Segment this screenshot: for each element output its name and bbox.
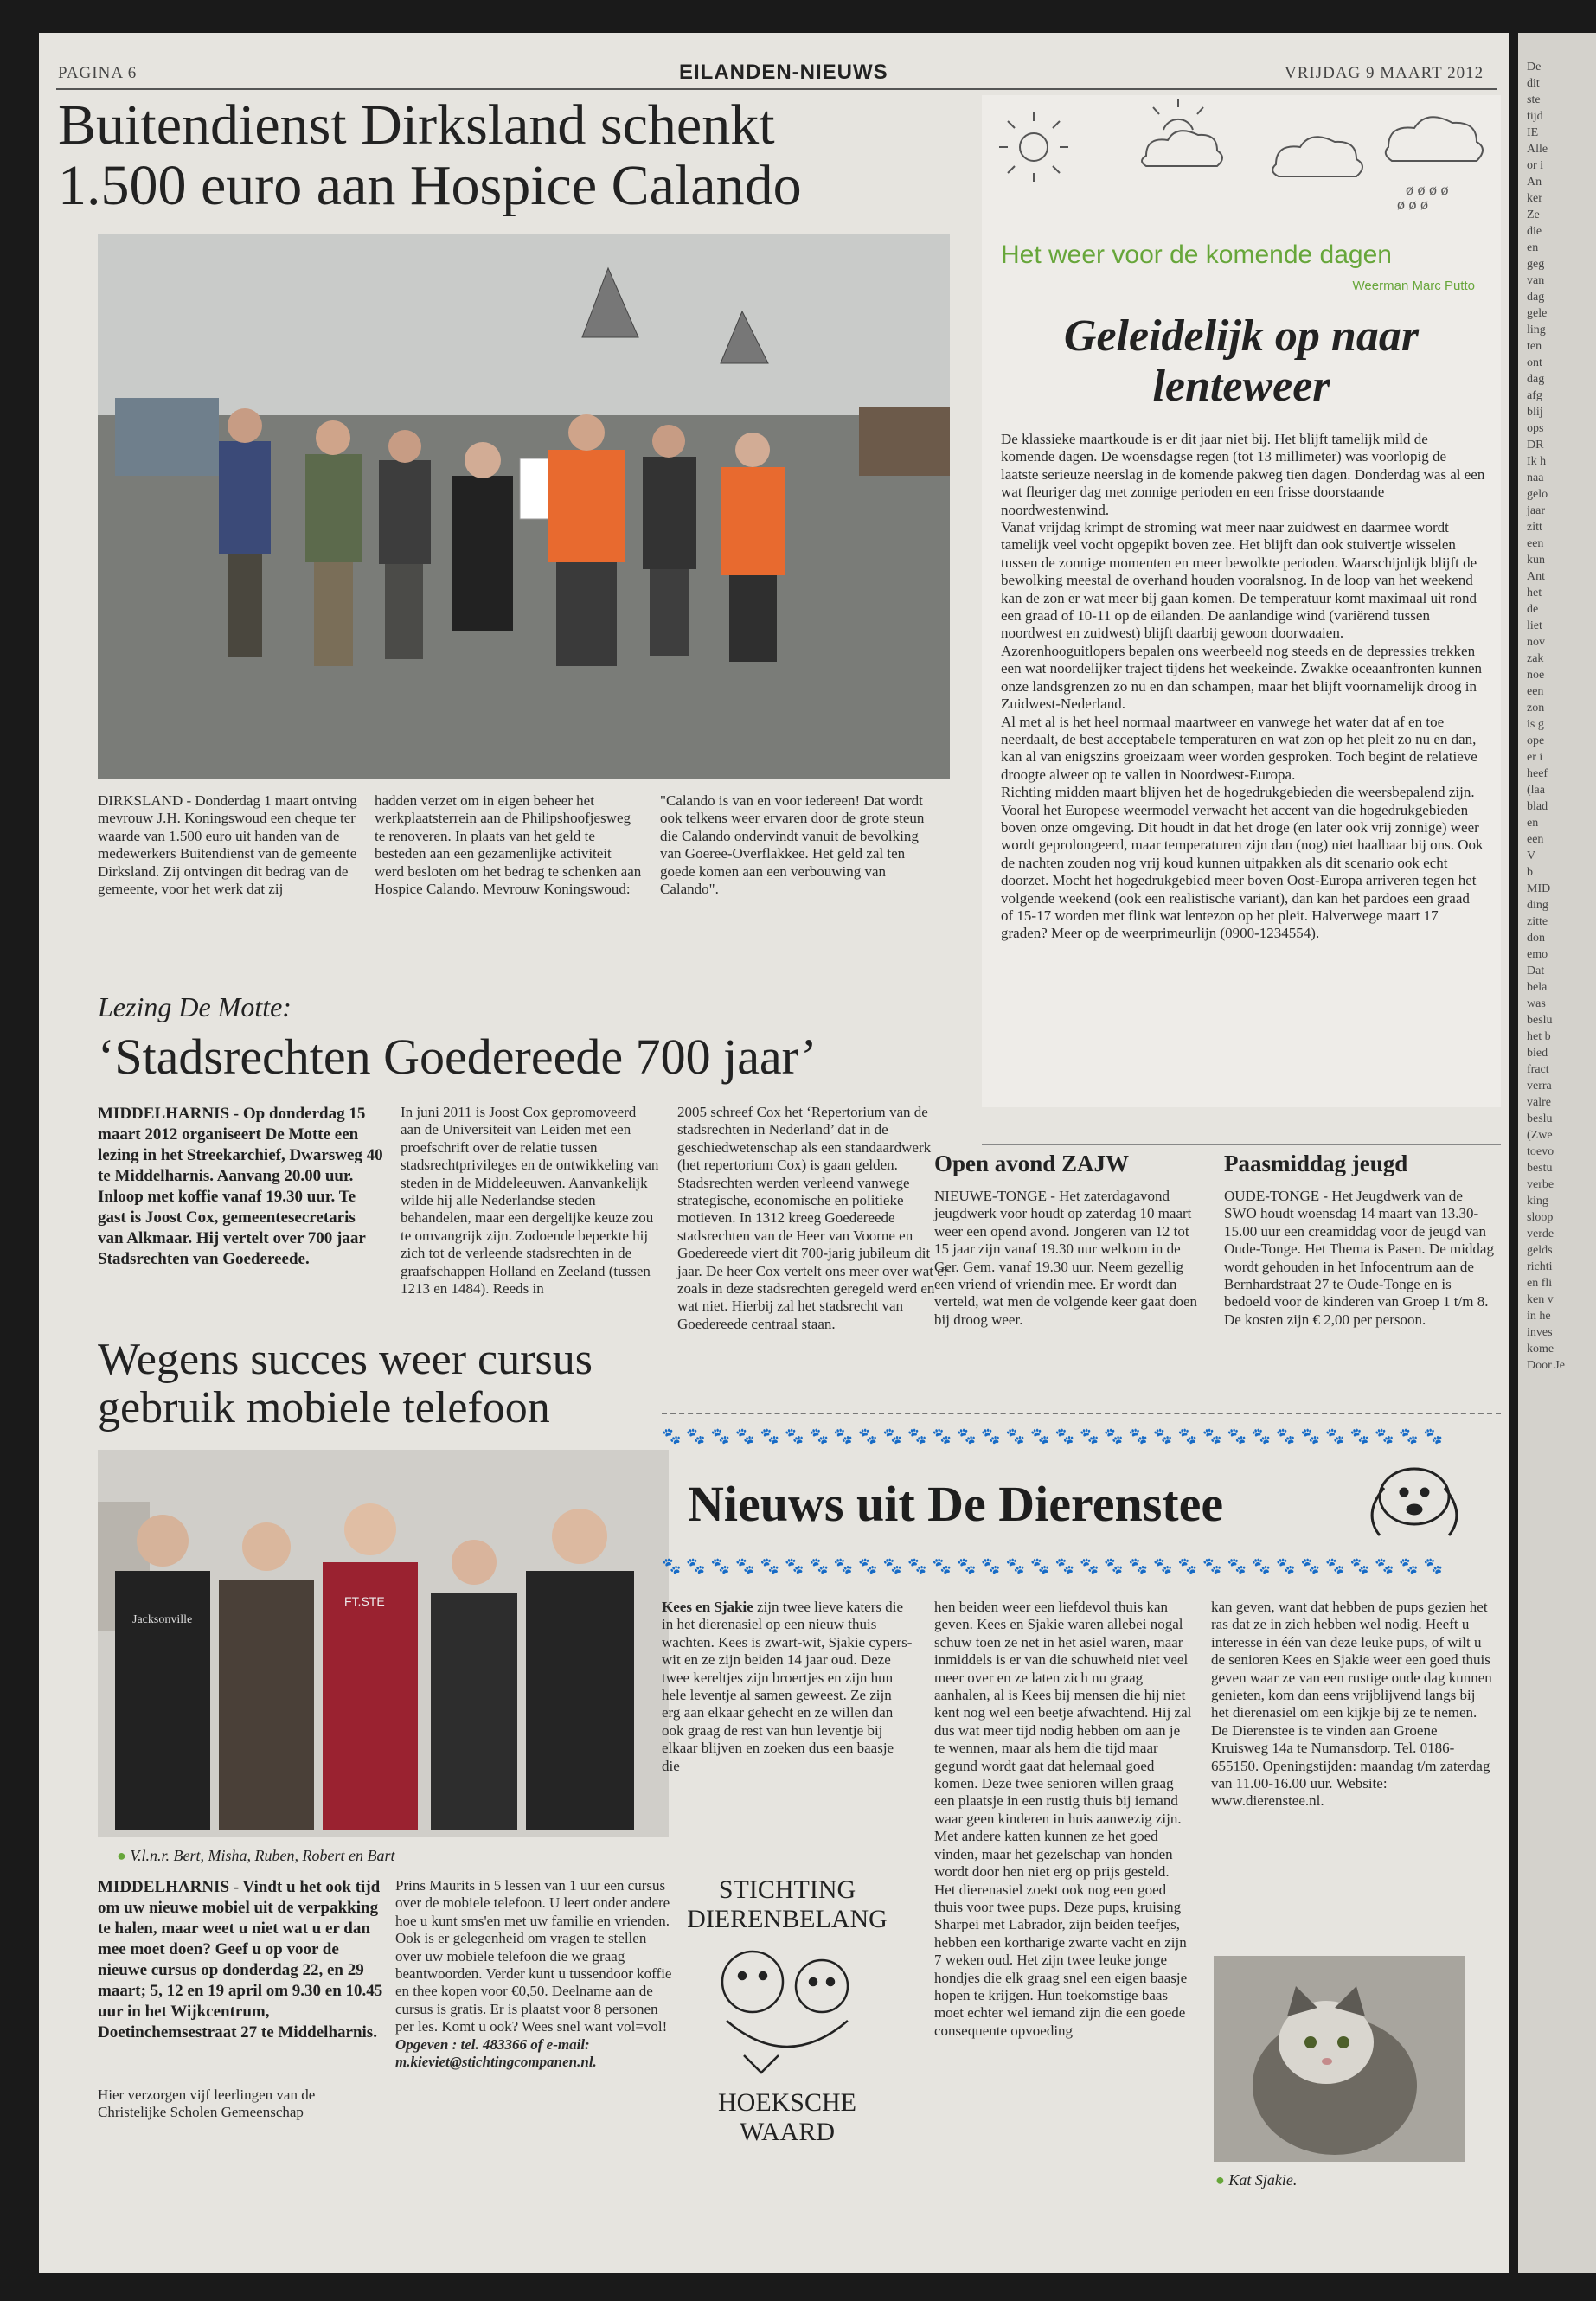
cat-illustration <box>1214 1956 1465 2162</box>
adjacent-page-snippet: tijd <box>1527 110 1543 123</box>
adjacent-page-snippet: noe <box>1527 669 1545 682</box>
adjacent-page-snippet: jaar <box>1527 504 1545 517</box>
dog-icon <box>1354 1453 1492 1557</box>
adjacent-page-snippet: (Zwe <box>1527 1129 1553 1142</box>
article1-col2: hadden verzet om in eigen beheer het werkplaatsterrein aan de Philipshoofjesweg te renoveren. In plaats van het geld te besteden aan een gezamenlijke activiteit werd besloten om het bedrag te schenken aan Hospice Calando. Mevrouw Koningswoud: <box>375 792 642 898</box>
paas-title: Paasmiddag jeugd <box>1224 1150 1408 1176</box>
adjacent-page-snippet: (laa <box>1527 784 1545 797</box>
article1-headline <box>58 95 975 216</box>
adjacent-page-snippet: ste <box>1527 93 1541 106</box>
adjacent-page-snippet: zitt <box>1527 521 1542 534</box>
article3-headline <box>98 1336 703 1433</box>
dierenbelang-logo <box>670 1875 904 2147</box>
adjacent-page-snippet: verra <box>1527 1080 1552 1093</box>
svg-text:ø ø ø ø: ø ø ø ø <box>1406 181 1449 198</box>
adjacent-page-snippet: dag <box>1527 291 1545 304</box>
dierenbelang-line2: DIERENBELANG <box>687 1905 888 1933</box>
article2-kicker: Lezing De Motte: <box>98 991 292 1022</box>
dieren-banner <box>662 1427 1501 1592</box>
weather-headline-line1: Geleidelijk op naar <box>1063 311 1420 361</box>
adjacent-page-snippet: en <box>1527 817 1539 830</box>
article2-col3: 2005 schreef Cox het ‘Repertorium van de stadsrechten in Nederland’ dat in de geschiedwetenschap als een standaardwerk (het repertorium Cox) is gaan gelden. Stadsrechten werden verleend vanwege strategische, economische en politieke motieven. In 1312 kreeg Goedereede stadsrechten van de Heer van Voorne en Goedereede viert dit 700-jarig jubileum dit jaar. De heer Cox vertelt ons meer over wat er zoals in deze stadsrechten geregeld werd en wat niet. Hierbij zal het stadsrecht van Goedereede centraal staan. <box>677 1104 949 1332</box>
cat-caption <box>1215 2171 1297 2189</box>
adjacent-page-snippet: IE <box>1527 126 1539 139</box>
adjacent-page-snippet: een <box>1527 833 1544 846</box>
adjacent-page-snippet: naa <box>1527 471 1544 484</box>
article2-headline: ‘Stadsrechten Goedereede 700 jaar’ <box>98 1029 817 1085</box>
dierenbelang-line3: HOEKSCHE <box>717 2088 856 2117</box>
article1-col3: "Calando is van en voor iedereen! Dat wordt ook telkens weer ervaren door de grote steun die Calando ondervindt vanuit de bevolking van Goeree-Overflakkee. Het geld zal ten goede komen aan een verbouwing van Calando". <box>660 792 925 898</box>
adjacent-page-snippet: zak <box>1527 652 1544 665</box>
weather-headline-line2: lenteweer <box>1152 362 1330 411</box>
adjacent-page-snippet: ling <box>1527 324 1546 336</box>
rain-cloud-icon <box>1386 117 1483 213</box>
notices-rule <box>982 1144 1501 1145</box>
cloud-icon <box>1272 137 1362 176</box>
dieren-col1-text: zijn twee lieve katers die in het dierenasiel op een nieuw thuis wachten. Kees is zwart-wit, Sjakie cypers-wit en ze zijn beiden 14 jaar oud. Deze twee kereltjes zijn broertjes en zijn hun hele leventje al samen geweest. Ze zijn erg aan elkaar gehecht en ze willen dan ook graag de rest van hun leventje bij elkaar blijven en zoeken dus een baasje die <box>662 1599 913 1774</box>
adjacent-page-snippet: don <box>1527 932 1545 945</box>
cat-caption-text: Kat Sjakie. <box>1228 2171 1298 2189</box>
adjacent-page-snippet: geg <box>1527 258 1545 271</box>
article3-contact: Opgeven : tel. 483366 of e-mail: m.kieviet@stichtingcompanen.nl. <box>395 2035 597 2071</box>
adjacent-page-snippet: heef <box>1527 767 1548 780</box>
adjacent-page-snippet: dag <box>1527 373 1545 386</box>
adjacent-page-snippet: gelds <box>1527 1244 1553 1257</box>
adjacent-page-text <box>1527 59 1592 1374</box>
article2-lead: MIDDELHARNIS - Op donderdag 15 maart 2012 organiseert De Motte een lezing in het Streekarchief, Dwarsweg 40 te Middelharnis. Aanvang 20.00 uur. Inloop met koffie vanaf 19.30 uur. Te gast is Joost Cox, gemeentesecretaris van Alkmaar. Hij vertelt over 700 jaar Stadsrechten van Goedereede. <box>98 1105 383 1268</box>
article3-caption-text: V.l.n.r. Bert, Misha, Ruben, Robert en Bart <box>130 1847 395 1864</box>
adjacent-page-snippet: een <box>1527 685 1544 698</box>
adjacent-page-snippet: ken v <box>1527 1293 1554 1306</box>
adjacent-page-snippet: die <box>1527 225 1542 238</box>
dieren-col3: kan geven, want dat hebben de pups gezien het ras dat ze in zich hebben wel nodig. Heeft u interesse in één van deze leuke pups, of wilt u de senioren Kees en Sjakie weer een goed thuis geven waar ze van een rustige oude dag kunnen genieten, kom dan eens vrijblijvend langs bij het dierenasiel om een kijkje bij ze te nemen. De Dierenstee is te vinden aan Groene Kruisweg 14a te Numansdorp. Tel. 0186-655150. Openingstijden: maandag t/m zaterdag van 11.00-16.00 uur. Website: www.dierenstee.nl. <box>1211 1599 1492 1810</box>
adjacent-page-snippet: ding <box>1527 899 1548 912</box>
group-photo-illustration <box>98 234 950 779</box>
dieren-col1-lead: Kees en Sjakie <box>662 1599 753 1615</box>
adjacent-page-snippet: toevo <box>1527 1145 1554 1158</box>
dierenbelang-line1: STICHTING <box>718 1875 856 1904</box>
weather-body <box>1001 431 1485 943</box>
page-label: PAGINA 6 <box>58 64 138 82</box>
article3-col2 <box>395 1877 672 2071</box>
adjacent-page-snippet: blij <box>1527 406 1543 419</box>
dierenbelang-line4: WAARD <box>740 2118 835 2146</box>
adjacent-page-snippet: Ik h <box>1527 455 1547 468</box>
masthead: EILANDEN-NIEUWS <box>679 61 888 84</box>
caption-bullet-icon: ● <box>1215 2171 1225 2189</box>
adjacent-page-snippet: MID <box>1527 882 1551 895</box>
adjacent-page-snippet: b <box>1527 866 1533 879</box>
article3-photo <box>98 1450 669 1837</box>
weather-banner: Het weer voor de komende dagen <box>1001 240 1392 269</box>
article1-headline-line1: Buitendienst Dirksland schenkt <box>58 93 775 157</box>
adjacent-page-snippet: Alle <box>1527 143 1548 156</box>
article3-col2-text: Prins Maurits in 5 lessen van 1 uur een cursus over de mobiele telefoon. U leert onder andere hoe u kunt sms'en met uw familie en vrienden. Ook is er gelegenheid om vragen te stellen over uw mobiele telefoon die we graag beantwoorden. Verder kunt u tussendoor koffie en thee kopen voor €0,50. Deelname aan de cursus is gratis. Er is plaatst voor 8 personen per les. Komt u ook? Wees snel want vol=vol! <box>395 1877 672 2035</box>
adjacent-page-snippet: en fli <box>1527 1277 1553 1290</box>
adjacent-page-snippet: ope <box>1527 734 1545 747</box>
adjacent-page-snippet: bied <box>1527 1047 1548 1060</box>
issue-date: VRIJDAG 9 MAART 2012 <box>1285 64 1484 82</box>
adjacent-page-snippet: zitte <box>1527 915 1548 928</box>
adjacent-page-snippet: Door Je <box>1527 1359 1565 1372</box>
article1-headline-line2: 1.500 euro aan Hospice Calando <box>58 154 802 217</box>
article3-photo-caption <box>117 1847 395 1865</box>
weather-paragraph: Al met al is het heel normaal maartweer en vanwege het water dat af en toe neerdaalt, de best acceptabele temperaturen en wat zon op het pleit zo nu en dan, kan al van enigszins groeizaam weer worden gesproken. Toch begint de relatieve droogte alweer op te vallen in Noordwest-Europa. <box>1001 713 1477 783</box>
adjacent-page-snippet: king <box>1527 1195 1548 1208</box>
adjacent-page-snippet: blad <box>1527 800 1548 813</box>
adjacent-page-snippet: de <box>1527 603 1539 616</box>
students-photo-illustration <box>98 1450 669 1837</box>
adjacent-page-snippet: het b <box>1527 1030 1551 1043</box>
adjacent-page-snippet: richti <box>1527 1260 1553 1273</box>
adjacent-page-snippet: in he <box>1527 1310 1551 1323</box>
adjacent-page-snippet: is g <box>1527 718 1544 731</box>
adjacent-page-snippet: zon <box>1527 702 1545 715</box>
newspaper-page <box>39 33 1509 2273</box>
weather-paragraph: De klassieke maartkoude is er dit jaar niet bij. Het blijft tamelijk mild de komende dagen. De woensdagse regen (tot 13 millimeter) was voorlopig de laatste serieuze neerslag in de komende pakweg tien dagen. Donderdag was al een wat fleuriger dag met zonnige perioden en een frisse doorstaande noordwestenwind. <box>1001 431 1485 518</box>
cat-photo <box>1214 1956 1465 2162</box>
adjacent-page-snippet: een <box>1527 537 1544 550</box>
article2-col2: In juni 2011 is Joost Cox gepromoveerd aan de Universiteit van Leiden met een proefschrift over de relatie tussen stadsrechtprivileges en de ontwikkeling van steden in de Middeleeuwen. Aanvankelijk wilde hij alle Nederlandse steden behandelen, maar een dergelijke keuze zou te omvangrijk zijn. Zodoende beperkte hij zich tot de verleende stadsrechten in de graafschappen Holland en Zeeland (tussen 1213 en 1484). Reeds in <box>401 1104 659 1298</box>
adjacent-page-snippet: beslu <box>1527 1014 1553 1027</box>
adjacent-page-snippet: en <box>1527 241 1539 254</box>
sun-cloud-icon <box>1142 99 1222 166</box>
paw-border-top: 🐾🐾🐾🐾🐾🐾🐾🐾🐾🐾🐾🐾🐾🐾🐾🐾🐾🐾🐾🐾🐾🐾🐾🐾🐾🐾🐾🐾🐾🐾🐾🐾 <box>662 1427 1449 1445</box>
adjacent-page-snippet: dit <box>1527 77 1540 90</box>
adjacent-page-snippet: verbe <box>1527 1178 1554 1191</box>
weather-paragraph: Richting midden maart blijven het de hogedrukgebieden die weersbepalend zijn. Vooral het Europese weermodel verwacht het accent van die hogedrukgebieden boven onze omgeving. Dit houdt in dat het droge (en later ook vrij zonnige) weer wordt geprolongeerd, maar temperaturen zijn dan (nog) niet haalbaar bij ons. Ook de nachten zouden nog vrij koud kunnen uitpakken als dit scenario ook echt doorzet. Mocht het hogedrukgebied meer boven Oost-Europa arriveren tegen het volgende weekend (ook een realistische variant), dan kan het pardoes een graad of 15-17 worden met flink wat lentezon op het pleit. Halverwege maart 17 graden? Meer op de weerprimeurlijn (0900-1234554). <box>1001 784 1484 942</box>
weather-icons <box>982 95 1501 216</box>
adjacent-page-snippet: verde <box>1527 1227 1554 1240</box>
caption-bullet-icon: ● <box>117 1847 126 1864</box>
adjacent-page-strip <box>1518 33 1596 2273</box>
animals-logo-icon <box>692 1934 882 2081</box>
adjacent-page-snippet: gele <box>1527 307 1548 320</box>
weather-paragraph: Vanaf vrijdag krimpt de stroming wat meer naar zuidwest en daarmee wordt tamelijk veel vocht opgepikt boven zee. Het blijft dan ook stuivertje wisselen tussen de zonnige momenten en meer bewolkte perioden. Waarschijnlijk blijft de bewolking meestal de overhand houden vooralsnog. In de loop van het weekend kan de zon er wat meer bij gaan komen. De temperatuur komt maximaal uit rond een graad of 10-11 op de eilanden. De aanlandige wind (variërend tussen noordwest en zuidwest) blijft daarbij gewoon doorwaaien. <box>1001 519 1477 642</box>
adjacent-page-snippet: was <box>1527 997 1546 1010</box>
adjacent-page-snippet: kun <box>1527 554 1545 567</box>
adjacent-page-snippet: De <box>1527 61 1542 74</box>
adjacent-page-snippet: ont <box>1527 356 1542 369</box>
adjacent-page-snippet: V <box>1527 849 1536 862</box>
header-rule <box>56 88 1497 90</box>
adjacent-page-snippet: ten <box>1527 340 1542 353</box>
article1-photo <box>98 234 950 779</box>
adjacent-page-snippet: fract <box>1527 1063 1549 1076</box>
adjacent-page-snippet: er i <box>1527 751 1543 764</box>
adjacent-page-snippet: or i <box>1527 159 1544 172</box>
zajw-text: NIEUWE-TONGE - Het zaterdagavond jeugdwerk voor houdt op zaterdag 10 maart weer een opend avond. Jongeren van 12 tot 15 jaar zijn vanaf 19.30 uur welkom in de Ger. Gem. vanaf 19.30 uur. Neem gezellig een vriend of vriendin mee. Er wordt dan verteld, wat men de volgende keer gaat doen bij droog weer. <box>934 1188 1197 1328</box>
adjacent-page-snippet: afg <box>1527 389 1542 402</box>
adjacent-page-snippet: bela <box>1527 981 1548 994</box>
svg-text:ø ø ø: ø ø ø <box>1397 195 1428 213</box>
article3-extra: Hier verzorgen vijf leerlingen van de Christelijke Scholen Gemeenschap <box>98 2086 316 2121</box>
adjacent-page-snippet: gelo <box>1527 488 1548 501</box>
adjacent-page-snippet: DR <box>1527 439 1544 452</box>
article3-headline-line1: Wegens succes weer cursus <box>98 1335 593 1384</box>
article3-lead: MIDDELHARNIS - Vindt u het ook tijd om uw nieuwe mobiel uit de verpakking te halen, maar weet u niet wat u er dan mee moet doen? Geef u op voor de nieuwe cursus op donderdag 22, en 29 maart; 5, 12 en 19 april om 9.30 en 10.45 uur in het Wijkcentrum, Doetinchemsestraat 27 te Middelharnis. <box>98 1878 383 2041</box>
sun-icon <box>999 112 1068 182</box>
adjacent-page-snippet: ops <box>1527 422 1544 435</box>
adjacent-page-snippet: Dat <box>1527 965 1545 977</box>
paw-border-bottom: 🐾🐾🐾🐾🐾🐾🐾🐾🐾🐾🐾🐾🐾🐾🐾🐾🐾🐾🐾🐾🐾🐾🐾🐾🐾🐾🐾🐾🐾🐾🐾🐾 <box>662 1557 1449 1574</box>
dieren-col1 <box>662 1599 913 1775</box>
weather-paragraph: Azorenhooguitlopers bepalen ons weerbeeld nog steeds en de depressies trekken een wat noordelijker traject tijdens het weekeinde. Zwakke oceaanfronten kunnen onze landsgrenzen zo nu en dan schampen, maar het blijft voornamelijk droog in Zuidwest-Nederland. <box>1001 642 1483 713</box>
weather-byline: Weerman Marc Putto <box>1352 279 1475 293</box>
adjacent-page-snippet: Ze <box>1527 208 1540 221</box>
article1-col1: DIRKSLAND - Donderdag 1 maart ontving mevrouw J.H. Koningswoud een cheque ter waarde van 1.500 euro uit handen van de medewerkers Buitendienst van de gemeente Dirksland. Zij ontvingen dit bedrag van de gemeente, voor het werk dat zij <box>98 792 357 898</box>
weather-headline <box>982 311 1501 412</box>
dieren-banner-title: Nieuws uit De Dierenstee <box>688 1476 1224 1532</box>
adjacent-page-snippet: bestu <box>1527 1162 1553 1175</box>
adjacent-page-snippet: het <box>1527 586 1542 599</box>
shirt-text-2: FT.STE <box>344 1594 385 1608</box>
adjacent-page-snippet: nov <box>1527 636 1545 649</box>
dieren-top-rule <box>662 1413 1501 1415</box>
dieren-col2: hen beiden weer een liefdevol thuis kan geven. Kees en Sjakie waren allebei nogal schuw toen ze net in het asiel waren, maar inmiddels is er van die schuwheid niet veel meer over en ze laten zich nu graag aanhalen, al is Kees bij mensen die hij niet kent nog wel een beetje afwachtend. Hij zal dus wat meer tijd nodig hebben om aan je te wennen, maar als hem die tijd maar gegund wordt gaat dat helemaal goed komen. Deze twee senioren willen graag een plaatsje in een rustig thuis bij iemand waar geen kinderen in huis aanwezig zijn. Met andere katten kunnen ze het goed vinden, maar het gezelschap van honden wordt door hen niet erg op prijs gesteld. Het dierenasiel zoekt ook nog een goed thuis voor twee pups. Deze pups, kruising Sharpei met Labrador, zijn beiden teefjes, hebben een kortharige zwarte vacht en zijn 7 weken oud. Het zijn twee leuke jonge hondjes die elk graag snel een eigen baasje hopen te krijgen. Hun toekomstige baas moet echter wel iemand zijn die een goede consequente opvoeding <box>934 1599 1192 2039</box>
adjacent-page-snippet: sloop <box>1527 1211 1554 1224</box>
adjacent-page-snippet: valre <box>1527 1096 1551 1109</box>
adjacent-page-snippet: inves <box>1527 1326 1553 1339</box>
zajw-title: Open avond ZAJW <box>934 1150 1130 1176</box>
adjacent-page-snippet: liet <box>1527 619 1542 632</box>
article3-headline-line2: gebruik mobiele telefoon <box>98 1383 550 1433</box>
weather-box <box>982 95 1501 1107</box>
adjacent-page-snippet: Ant <box>1527 570 1545 583</box>
adjacent-page-snippet: beslu <box>1527 1112 1553 1125</box>
adjacent-page-snippet: van <box>1527 274 1545 287</box>
paas-text: OUDE-TONGE - Het Jeugdwerk van de SWO houdt woensdag 14 maart van 13.30-15.00 uur een creamiddag voor de jeugd van Oude-Tonge. Het Thema is Pasen. De middag wordt gehouden in het Infocentrum aan de Bernhardstraat 27 te Oude-Tonge en is bedoeld voor de kinderen van Groep 1 t/m 8. De kosten zijn € 2,00 per persoon. <box>1224 1188 1494 1328</box>
adjacent-page-snippet: An <box>1527 176 1542 189</box>
adjacent-page-snippet: kome <box>1527 1343 1554 1356</box>
adjacent-page-snippet: emo <box>1527 948 1548 961</box>
shirt-text-1: Jacksonville <box>132 1613 193 1626</box>
adjacent-page-snippet: ker <box>1527 192 1542 205</box>
